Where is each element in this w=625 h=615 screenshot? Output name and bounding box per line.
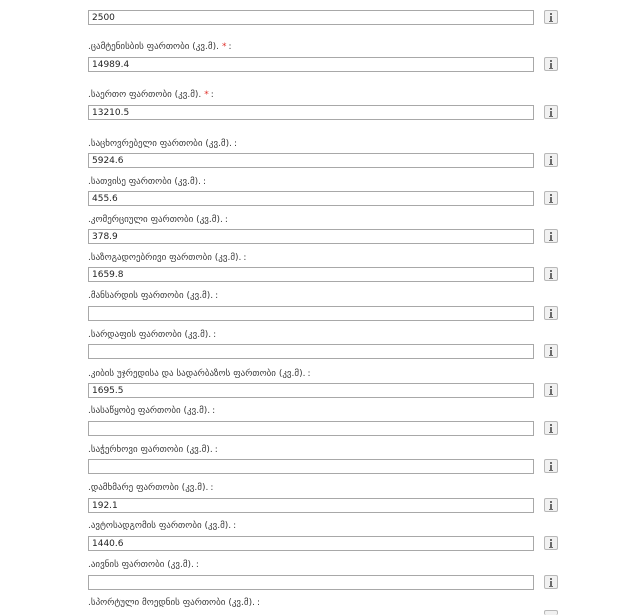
field-label: .სასაწყობე ფართობი (კვ.მ). :: [88, 406, 216, 416]
field-input[interactable]: [88, 105, 534, 120]
info-icon: [550, 424, 552, 426]
info-button[interactable]: [544, 306, 558, 320]
info-icon: [550, 60, 552, 62]
info-icon: [550, 194, 552, 196]
info-icon: [550, 156, 552, 158]
field-input[interactable]: [88, 153, 534, 168]
field-input[interactable]: [88, 306, 534, 321]
info-button[interactable]: [544, 229, 558, 243]
field-label: .ავტოსადგომის ფართობი (კვ.მ). :: [88, 521, 237, 531]
field-input[interactable]: [88, 575, 534, 590]
field-input[interactable]: [88, 536, 534, 551]
info-button[interactable]: [544, 105, 558, 119]
field-label: .სარდაფის ფართობი (კვ.მ). :: [88, 330, 217, 340]
info-button[interactable]: [544, 191, 558, 205]
field-label: .სათვისე ფართობი (კვ.მ). :: [88, 177, 207, 187]
field-input[interactable]: [88, 229, 534, 244]
info-button[interactable]: [544, 610, 558, 615]
info-button[interactable]: [544, 344, 558, 358]
required-marker: *: [221, 42, 227, 52]
info-button[interactable]: [544, 498, 558, 512]
info-button[interactable]: [544, 383, 558, 397]
field-input[interactable]: [88, 459, 534, 474]
info-icon: [550, 232, 552, 234]
field-label: .საზოგადოებრივი ფართობი (კვ.მ). :: [88, 253, 247, 263]
field-label: .საერთო ფართობი (კვ.მ). * :: [88, 90, 214, 100]
info-button[interactable]: [544, 536, 558, 550]
info-button[interactable]: [544, 153, 558, 167]
info-icon: [550, 501, 552, 503]
field-label: .კიბის უჯრედისა და სადარბაზოს ფართობი (კვ.მ). :: [88, 369, 311, 379]
field-input[interactable]: [88, 498, 534, 513]
info-icon: [550, 578, 552, 580]
field-label: .საჭერხოვი ფართობი (კვ.მ). :: [88, 445, 218, 455]
info-icon: [550, 270, 552, 272]
field-input[interactable]: [88, 267, 534, 282]
info-button[interactable]: [544, 57, 558, 71]
info-icon: [550, 108, 552, 110]
field-label: .სპორტული მოედნის ფართობი (კვ.მ). :: [88, 598, 261, 608]
field-label: .ცამტენისბის ფართობი (კვ.მ). * :: [88, 42, 232, 52]
info-button[interactable]: [544, 459, 558, 473]
field-input[interactable]: [88, 344, 534, 359]
info-button[interactable]: [544, 575, 558, 589]
field-input[interactable]: [88, 191, 534, 206]
field-input[interactable]: [88, 383, 534, 398]
field-input[interactable]: [88, 10, 534, 25]
field-label: .კომერციული ფართობი (კვ.მ). :: [88, 215, 228, 225]
field-input[interactable]: [88, 57, 534, 72]
info-button[interactable]: [544, 267, 558, 281]
field-label: .საცხოვრებელი ფართობი (კვ.მ). :: [88, 139, 238, 149]
info-icon: [550, 13, 552, 15]
info-icon: [550, 386, 552, 388]
required-marker: *: [204, 90, 209, 100]
info-icon: [550, 462, 552, 464]
info-icon: [550, 347, 552, 349]
info-button[interactable]: [544, 421, 558, 435]
info-icon: [550, 309, 552, 311]
info-icon: [550, 539, 552, 541]
field-label: .მანსარდის ფართობი (კვ.მ). :: [88, 291, 219, 301]
info-button[interactable]: [544, 10, 558, 24]
field-input[interactable]: [88, 421, 534, 436]
field-label: .აივნის ფართობი (კვ.მ). :: [88, 560, 199, 570]
field-label: .დამხმარე ფართობი (კვ.მ). :: [88, 483, 214, 493]
